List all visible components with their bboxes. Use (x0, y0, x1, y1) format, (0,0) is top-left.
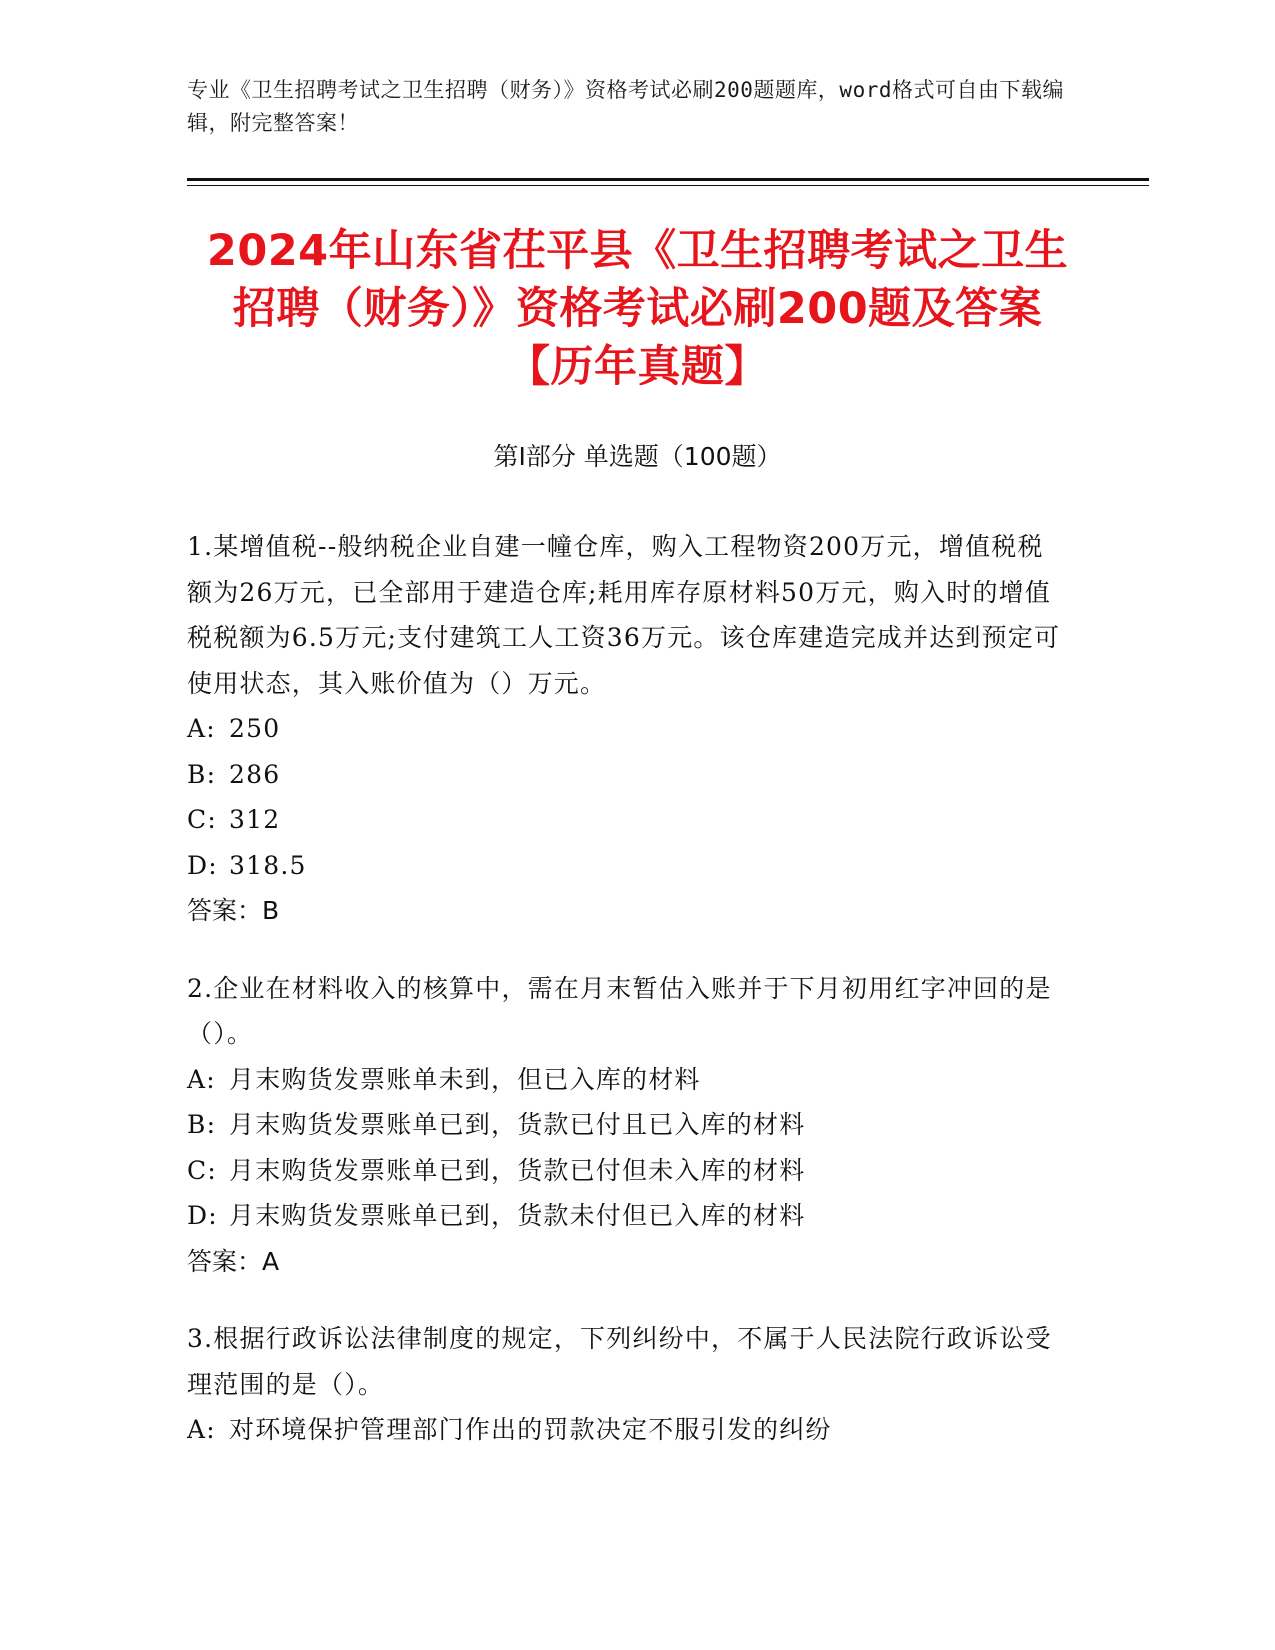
option-letter: C: (187, 805, 217, 834)
option-text: 286 (229, 759, 281, 789)
question-stem: 3.根据行政诉讼法律制度的规定，下列纠纷中，不属于人民法院行政诉讼受理范围的是（）。 (187, 1324, 1052, 1399)
option-d (187, 1193, 1067, 1239)
option-text: 318.5 (229, 850, 307, 880)
option-b (187, 752, 1067, 798)
title-line-1: 2024年山东省茌平县《卫生招聘考试之卫生 (206, 226, 1069, 276)
option-text: 250 (229, 714, 281, 743)
option-d (187, 843, 1067, 889)
option-letter: B: (187, 759, 217, 789)
answer-line: 答案：A (187, 1246, 280, 1276)
title-line-2: 招聘（财务）》资格考试必刷200题及答案 (232, 284, 1043, 334)
document-title (150, 222, 1125, 396)
option-text: 月末购货发票账单已到，货款已付但未入库的材料 (229, 1155, 806, 1185)
divider-thin-line (187, 185, 1149, 186)
option-letter: C: (187, 1155, 217, 1185)
section-heading: 第Ⅰ部分 单选题（100题） (493, 442, 782, 471)
option-letter: A: (187, 1064, 216, 1094)
option-letter: A: (187, 1415, 216, 1444)
option-c (187, 1148, 1067, 1194)
option-text: 312 (229, 805, 281, 834)
option-letter: B: (187, 1110, 217, 1139)
option-b (187, 1102, 1067, 1148)
option-a (187, 1057, 1067, 1103)
divider-thick-line (187, 178, 1149, 181)
answer-line: 答案：B (187, 896, 280, 925)
header-divider (187, 178, 1149, 186)
option-letter: D: (187, 1201, 218, 1230)
question-stem: 1.某增值税--般纳税企业自建一幢仓库，购入工程物资200万元，增值税税额为26万元，已全部用于建造仓库;耗用库存原材料50万元，购入时的增值税税额为6.5万元;支付建筑工人工资36万元。该仓库建造完成并达到预定可使用状态，其入账价值为（）万元。 (187, 532, 1061, 698)
option-a (187, 1407, 1067, 1453)
question-1 (187, 524, 1067, 934)
option-letter: A: (187, 714, 216, 743)
option-c (187, 797, 1067, 843)
question-stem: 2.企业在材料收入的核算中，需在月末暂估入账并于下月初用红字冲回的是（）。 (187, 973, 1052, 1048)
question-list (187, 524, 1067, 1485)
question-3 (187, 1316, 1067, 1453)
option-a (187, 706, 1067, 752)
option-text: 对环境保护管理部门作出的罚款决定不服引发的纠纷 (229, 1415, 832, 1444)
title-line-3: 【历年真题】 (507, 342, 768, 392)
option-text: 月末购货发票账单已到，货款已付且已入库的材料 (229, 1110, 806, 1139)
option-letter: D: (187, 850, 218, 880)
header-note: 专业《卫生招聘考试之卫生招聘（财务）》资格考试必刷200题题库，word格式可自由下载编辑，附完整答案！ (187, 78, 1064, 135)
option-text: 月末购货发票账单已到，货款未付但已入库的材料 (229, 1201, 806, 1230)
question-2 (187, 966, 1067, 1285)
option-text: 月末购货发票账单未到，但已入库的材料 (229, 1064, 701, 1094)
